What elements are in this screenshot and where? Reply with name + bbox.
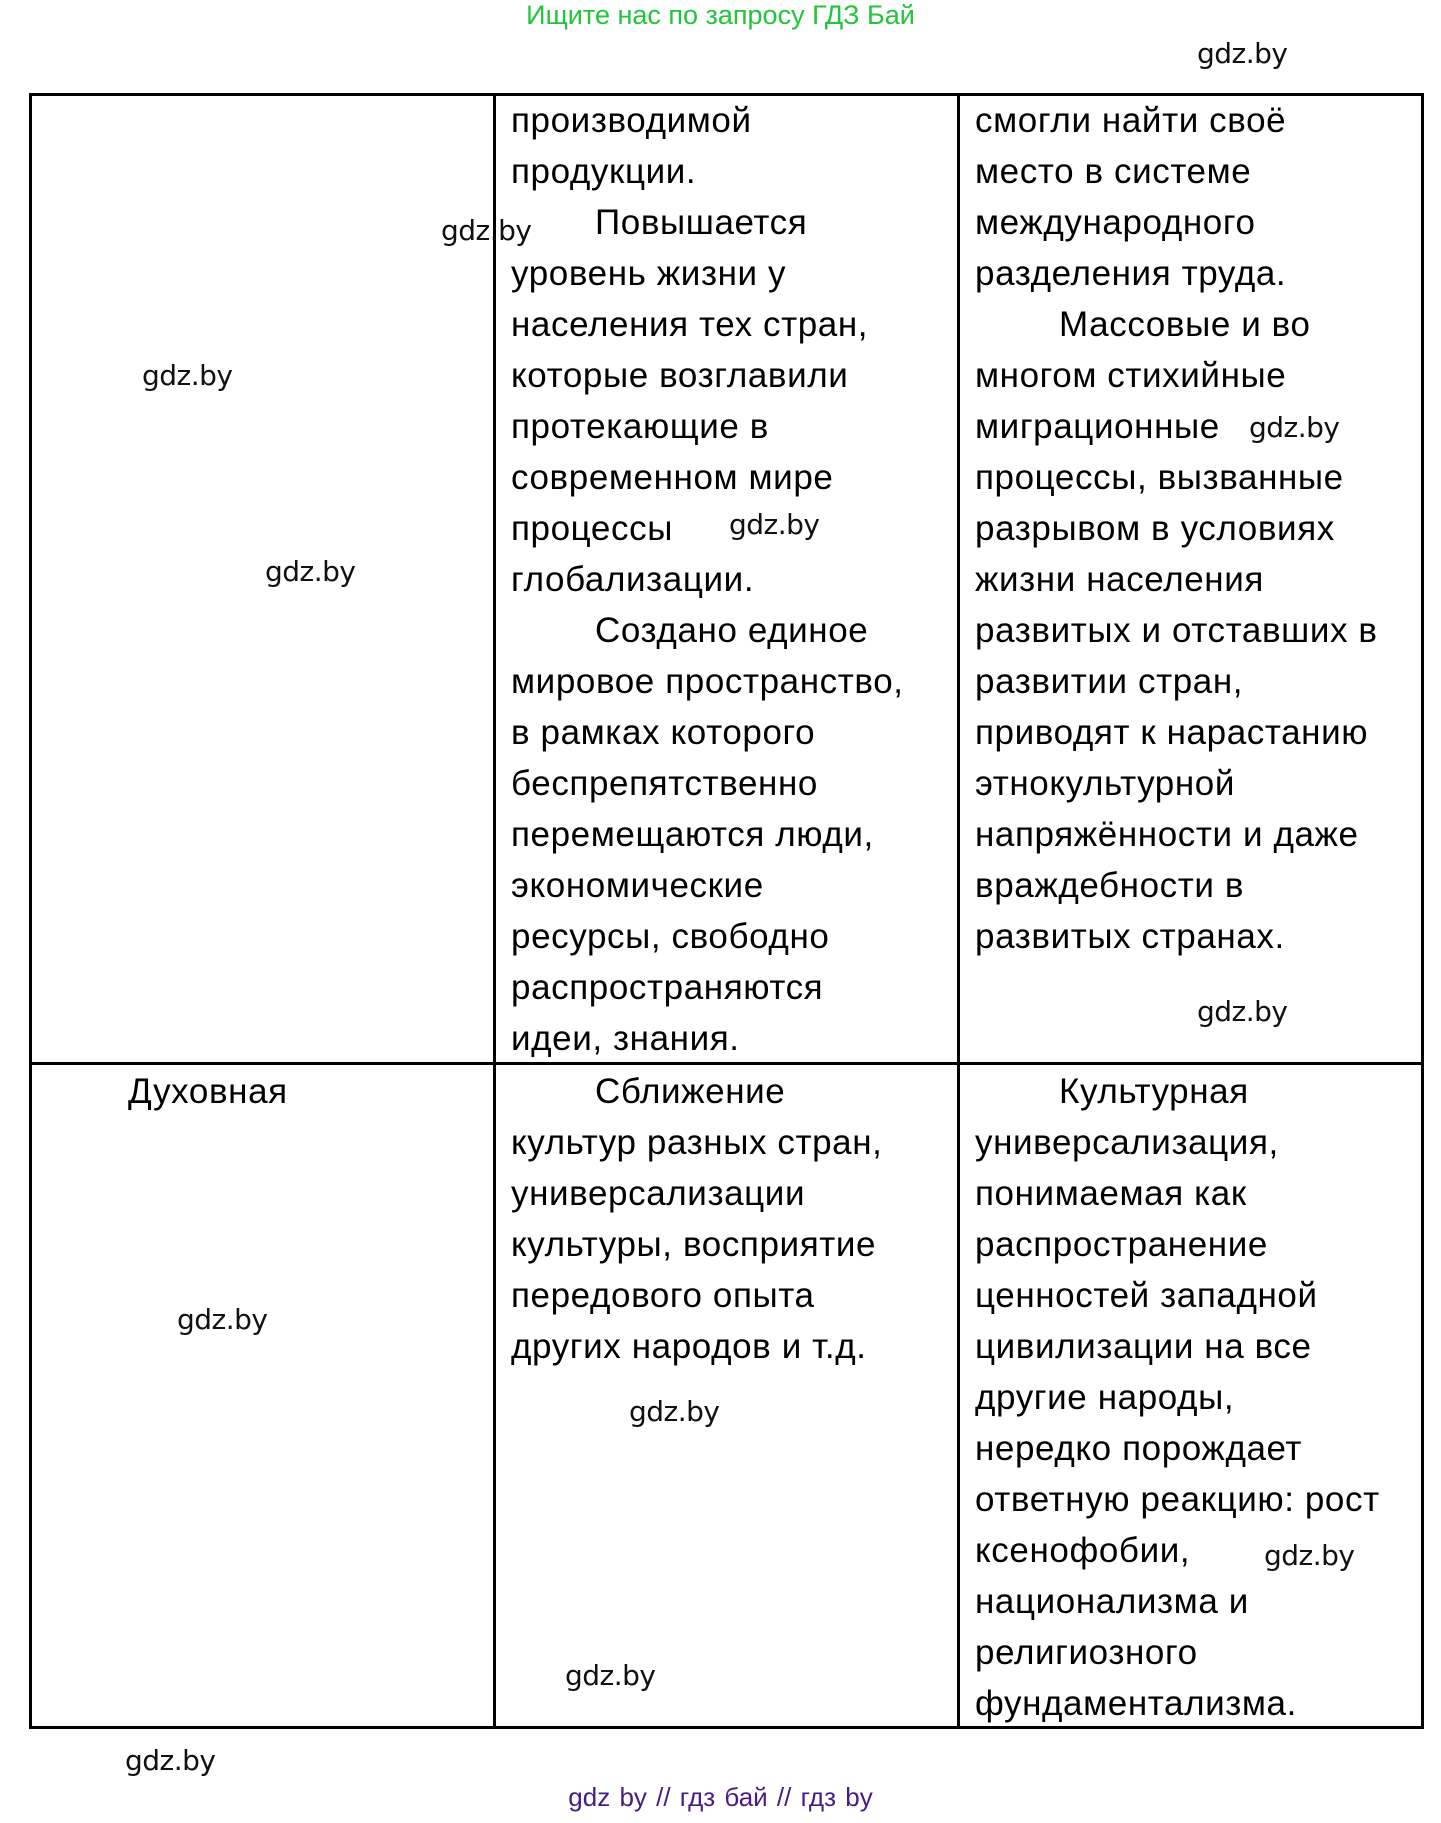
- text-line: процессы: [511, 509, 673, 548]
- text-line: международного: [975, 203, 1256, 242]
- text-line: культур разных стран,: [511, 1123, 883, 1162]
- watermark: gdz.by: [1249, 411, 1340, 444]
- text-line: разрывом в условиях: [975, 509, 1335, 548]
- text-line: развитых странах.: [975, 917, 1285, 956]
- text-line: других народов и т.д.: [511, 1327, 867, 1366]
- text-line: многом стихийные: [975, 356, 1287, 395]
- text-line: этнокультурной: [975, 764, 1236, 803]
- text-line: смогли найти своё: [975, 101, 1287, 140]
- watermark: gdz.by: [125, 1744, 216, 1777]
- text-line: универсализация,: [975, 1123, 1279, 1162]
- text-line: враждебности в: [975, 866, 1245, 905]
- text-line: населения тех стран,: [511, 305, 869, 344]
- text-line: производимой: [511, 101, 752, 140]
- text-line: Культурная: [1059, 1072, 1249, 1111]
- text-line: универсализации: [511, 1174, 806, 1213]
- watermark: gdz.by: [565, 1659, 656, 1692]
- text-line: нередко порождает: [975, 1429, 1303, 1468]
- watermark: gdz.by: [177, 1303, 268, 1336]
- text-line: мировое пространство,: [511, 662, 904, 701]
- text-line: национализма и: [975, 1582, 1249, 1621]
- text-line: понимаемая как: [975, 1174, 1247, 1213]
- text-line: другие народы,: [975, 1378, 1235, 1417]
- watermark: gdz.by: [1197, 995, 1288, 1028]
- watermark: gdz.by: [629, 1395, 720, 1428]
- text-line: Массовые и во: [1059, 305, 1311, 344]
- text-line: беспрепятственно: [511, 764, 818, 803]
- text-line: которые возглавили: [511, 356, 849, 395]
- text-line: протекающие в: [511, 407, 769, 446]
- watermark: gdz.by: [1197, 37, 1288, 70]
- text-line: современном мире: [511, 458, 834, 497]
- text-line: напряжённости и даже: [975, 815, 1359, 854]
- text-line: экономические: [511, 866, 764, 905]
- text-line: распространение: [975, 1225, 1268, 1264]
- text-line: приводят к нарастанию: [975, 713, 1369, 752]
- text-line: Повышается: [595, 203, 808, 242]
- sphere-label: Духовная: [128, 1072, 288, 1111]
- text-line: продукции.: [511, 152, 697, 191]
- watermark: gdz.by: [1264, 1539, 1355, 1572]
- text-line: жизни населения: [975, 560, 1264, 599]
- column-divider: [493, 93, 496, 1729]
- watermark: gdz.by: [142, 359, 233, 392]
- text-line: перемещаются люди,: [511, 815, 874, 854]
- footer-links[interactable]: gdz by // гдз бай // гдз by: [568, 1782, 873, 1812]
- text-line: ресурсы, свободно: [511, 917, 830, 956]
- text-line: Создано единое: [595, 611, 869, 650]
- watermark: gdz.by: [265, 555, 356, 588]
- text-line: в рамках которого: [511, 713, 816, 752]
- search-banner[interactable]: Ищите нас по запросу ГДЗ Бай: [526, 0, 915, 30]
- text-line: культуры, восприятие: [511, 1225, 877, 1264]
- text-line: фундаментализма.: [975, 1684, 1297, 1723]
- text-line: цивилизации на все: [975, 1327, 1312, 1366]
- watermark: gdz.by: [729, 508, 820, 541]
- column-divider: [957, 93, 960, 1729]
- text-line: глобализации.: [511, 560, 755, 599]
- text-line: место в системе: [975, 152, 1252, 191]
- text-line: развитых и отставших в: [975, 611, 1378, 650]
- text-line: ксенофобии,: [975, 1531, 1191, 1570]
- text-line: ценностей западной: [975, 1276, 1318, 1315]
- text-line: миграционные: [975, 407, 1220, 446]
- watermark: gdz.by: [441, 214, 532, 247]
- text-line: уровень жизни у: [511, 254, 787, 293]
- text-line: процессы, вызванные: [975, 458, 1344, 497]
- text-line: религиозного: [975, 1633, 1198, 1672]
- text-line: разделения труда.: [975, 254, 1287, 293]
- text-line: Сближение: [595, 1072, 786, 1111]
- text-line: передового опыта: [511, 1276, 815, 1315]
- text-line: идеи, знания.: [511, 1019, 740, 1058]
- text-line: распространяются: [511, 968, 824, 1007]
- text-line: развитии стран,: [975, 662, 1244, 701]
- text-line: ответную реакцию: рост: [975, 1480, 1380, 1519]
